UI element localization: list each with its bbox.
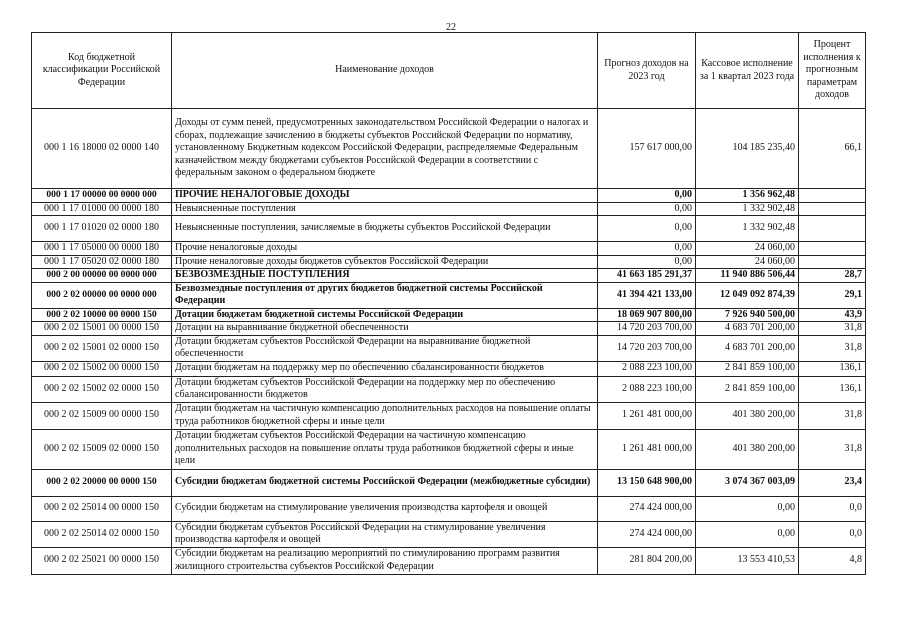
execution-cell: 4 683 701 200,00 — [696, 335, 799, 361]
percent-cell — [799, 202, 866, 216]
forecast-cell: 157 617 000,00 — [598, 109, 696, 189]
forecast-cell: 0,00 — [598, 202, 696, 216]
table-row — [32, 282, 866, 308]
table-row — [32, 376, 866, 402]
execution-cell: 1 332 902,48 — [696, 202, 799, 216]
name-cell: Невыясненные поступления — [172, 202, 598, 216]
page-number: 22 — [446, 22, 456, 33]
table-row — [32, 521, 866, 547]
name-cell: Дотации бюджетам субъектов Российской Федерации на частичную компенсацию дополнительных расходов на повышение оплаты труда работников бюджетной сферы и иные цели — [172, 429, 598, 469]
forecast-cell: 41 663 185 291,37 — [598, 269, 696, 283]
name-cell: Дотации бюджетам субъектов Российской Федерации на выравнивание бюджетной обеспеченности — [172, 335, 598, 361]
name-cell: Субсидии бюджетам субъектов Российской Федерации на стимулирование увеличения производства картофеля и овощей — [172, 521, 598, 547]
header-forecast: Прогноз доходов на 2023 год — [598, 33, 696, 109]
execution-cell: 104 185 235,40 — [696, 109, 799, 189]
percent-cell: 29,1 — [799, 282, 866, 308]
table-body — [32, 109, 866, 575]
execution-cell: 24 060,00 — [696, 242, 799, 256]
code-cell: 000 2 02 00000 00 0000 000 — [32, 282, 172, 308]
forecast-cell: 41 394 421 133,00 — [598, 282, 696, 308]
execution-cell: 1 332 902,48 — [696, 216, 799, 242]
execution-cell: 401 380 200,00 — [696, 429, 799, 469]
forecast-cell: 14 720 203 700,00 — [598, 322, 696, 336]
forecast-cell: 0,00 — [598, 242, 696, 256]
percent-cell: 66,1 — [799, 109, 866, 189]
execution-cell: 4 683 701 200,00 — [696, 322, 799, 336]
percent-cell — [799, 189, 866, 203]
percent-cell — [799, 255, 866, 269]
forecast-cell: 0,00 — [598, 189, 696, 203]
percent-cell: 31,8 — [799, 429, 866, 469]
percent-cell: 0,0 — [799, 496, 866, 521]
table-row — [32, 322, 866, 336]
percent-cell: 0,0 — [799, 521, 866, 547]
execution-cell: 2 841 859 100,00 — [696, 376, 799, 402]
table-row — [32, 202, 866, 216]
percent-cell: 4,8 — [799, 547, 866, 574]
table-row — [32, 109, 866, 189]
execution-cell: 0,00 — [696, 521, 799, 547]
name-cell: Прочие неналоговые доходы бюджетов субъектов Российской Федерации — [172, 255, 598, 269]
code-cell: 000 2 02 25014 00 0000 150 — [32, 496, 172, 521]
forecast-cell: 274 424 000,00 — [598, 521, 696, 547]
code-cell: 000 2 02 20000 00 0000 150 — [32, 469, 172, 496]
forecast-cell: 0,00 — [598, 255, 696, 269]
percent-cell: 28,7 — [799, 269, 866, 283]
execution-cell: 1 356 962,48 — [696, 189, 799, 203]
name-cell: Безвозмездные поступления от других бюджетов бюджетной системы Российской Федерации — [172, 282, 598, 308]
code-cell: 000 2 02 25021 00 0000 150 — [32, 547, 172, 574]
code-cell: 000 2 02 15001 02 0000 150 — [32, 335, 172, 361]
revenue-table — [31, 32, 866, 575]
execution-cell: 13 553 410,53 — [696, 547, 799, 574]
table-row — [32, 269, 866, 283]
code-cell: 000 1 17 01020 02 0000 180 — [32, 216, 172, 242]
execution-cell: 7 926 940 500,00 — [696, 308, 799, 322]
execution-cell: 11 940 886 506,44 — [696, 269, 799, 283]
table-row — [32, 429, 866, 469]
table-row — [32, 255, 866, 269]
header-code: Код бюджетной классификации Российской Федерации — [32, 33, 172, 109]
code-cell: 000 2 02 15002 02 0000 150 — [32, 376, 172, 402]
forecast-cell: 14 720 203 700,00 — [598, 335, 696, 361]
name-cell: Дотации бюджетам субъектов Российской Федерации на поддержку мер по обеспечению сбалансированности бюджетов — [172, 376, 598, 402]
name-cell: ПРОЧИЕ НЕНАЛОГОВЫЕ ДОХОДЫ — [172, 189, 598, 203]
table-row — [32, 402, 866, 429]
forecast-cell: 1 261 481 000,00 — [598, 429, 696, 469]
percent-cell: 31,8 — [799, 402, 866, 429]
code-cell: 000 2 00 00000 00 0000 000 — [32, 269, 172, 283]
percent-cell — [799, 216, 866, 242]
execution-cell: 0,00 — [696, 496, 799, 521]
header-name: Наименование доходов — [172, 33, 598, 109]
percent-cell: 23,4 — [799, 469, 866, 496]
table-row — [32, 469, 866, 496]
forecast-cell: 13 150 648 900,00 — [598, 469, 696, 496]
percent-cell: 43,9 — [799, 308, 866, 322]
forecast-cell: 18 069 907 800,00 — [598, 308, 696, 322]
table-row — [32, 335, 866, 361]
table-row — [32, 308, 866, 322]
execution-cell: 401 380 200,00 — [696, 402, 799, 429]
name-cell: Субсидии бюджетам бюджетной системы Российской Федерации (межбюджетные субсидии) — [172, 469, 598, 496]
forecast-cell: 2 088 223 100,00 — [598, 376, 696, 402]
execution-cell: 24 060,00 — [696, 255, 799, 269]
code-cell: 000 2 02 10000 00 0000 150 — [32, 308, 172, 322]
code-cell: 000 2 02 15002 00 0000 150 — [32, 361, 172, 376]
code-cell: 000 1 17 05000 00 0000 180 — [32, 242, 172, 256]
percent-cell — [799, 242, 866, 256]
name-cell: Дотации бюджетам на частичную компенсацию дополнительных расходов на повышение оплаты труда работников бюджетной сферы и иные цели — [172, 402, 598, 429]
forecast-cell: 274 424 000,00 — [598, 496, 696, 521]
table-row — [32, 496, 866, 521]
name-cell: Прочие неналоговые доходы — [172, 242, 598, 256]
forecast-cell: 0,00 — [598, 216, 696, 242]
name-cell: Дотации бюджетам бюджетной системы Российской Федерации — [172, 308, 598, 322]
table-row — [32, 216, 866, 242]
header-execution: Кассовое исполнение за 1 квартал 2023 года — [696, 33, 799, 109]
name-cell: БЕЗВОЗМЕЗДНЫЕ ПОСТУПЛЕНИЯ — [172, 269, 598, 283]
name-cell: Дотации на выравнивание бюджетной обеспеченности — [172, 322, 598, 336]
name-cell: Субсидии бюджетам на стимулирование увеличения производства картофеля и овощей — [172, 496, 598, 521]
percent-cell: 136,1 — [799, 361, 866, 376]
code-cell: 000 1 17 01000 00 0000 180 — [32, 202, 172, 216]
name-cell: Невыясненные поступления, зачисляемые в бюджеты субъектов Российской Федерации — [172, 216, 598, 242]
percent-cell: 31,8 — [799, 322, 866, 336]
percent-cell: 31,8 — [799, 335, 866, 361]
header-percent: Процент исполнения к прогнозным параметрам доходов — [799, 33, 866, 109]
code-cell: 000 1 17 00000 00 0000 000 — [32, 189, 172, 203]
code-cell: 000 1 17 05020 02 0000 180 — [32, 255, 172, 269]
execution-cell: 12 049 092 874,39 — [696, 282, 799, 308]
name-cell: Субсидии бюджетам на реализацию мероприятий по стимулированию программ развития жилищного строительства субъектов Российской Федерации — [172, 547, 598, 574]
code-cell: 000 2 02 25014 02 0000 150 — [32, 521, 172, 547]
code-cell: 000 2 02 15009 00 0000 150 — [32, 402, 172, 429]
name-cell: Доходы от сумм пеней, предусмотренных законодательством Российской Федерации о налогах и сборах, подлежащие зачислению в бюджеты субъектов Российской Федерации по нормативу, установленному Бюджетным кодексом Российской Федерации, распределяемые Федеральным казначейством между бюджетами субъектов Российской Федерации в соответствии с федеральным законом о федеральном бюджете — [172, 109, 598, 189]
forecast-cell: 1 261 481 000,00 — [598, 402, 696, 429]
code-cell: 000 2 02 15009 02 0000 150 — [32, 429, 172, 469]
name-cell: Дотации бюджетам на поддержку мер по обеспечению сбалансированности бюджетов — [172, 361, 598, 376]
forecast-cell: 2 088 223 100,00 — [598, 361, 696, 376]
forecast-cell: 281 804 200,00 — [598, 547, 696, 574]
code-cell: 000 2 02 15001 00 0000 150 — [32, 322, 172, 336]
table-row — [32, 189, 866, 203]
execution-cell: 3 074 367 003,09 — [696, 469, 799, 496]
percent-cell: 136,1 — [799, 376, 866, 402]
code-cell: 000 1 16 18000 02 0000 140 — [32, 109, 172, 189]
table-row — [32, 242, 866, 256]
table-row — [32, 361, 866, 376]
table-header-row — [32, 33, 866, 109]
table-row — [32, 547, 866, 574]
execution-cell: 2 841 859 100,00 — [696, 361, 799, 376]
